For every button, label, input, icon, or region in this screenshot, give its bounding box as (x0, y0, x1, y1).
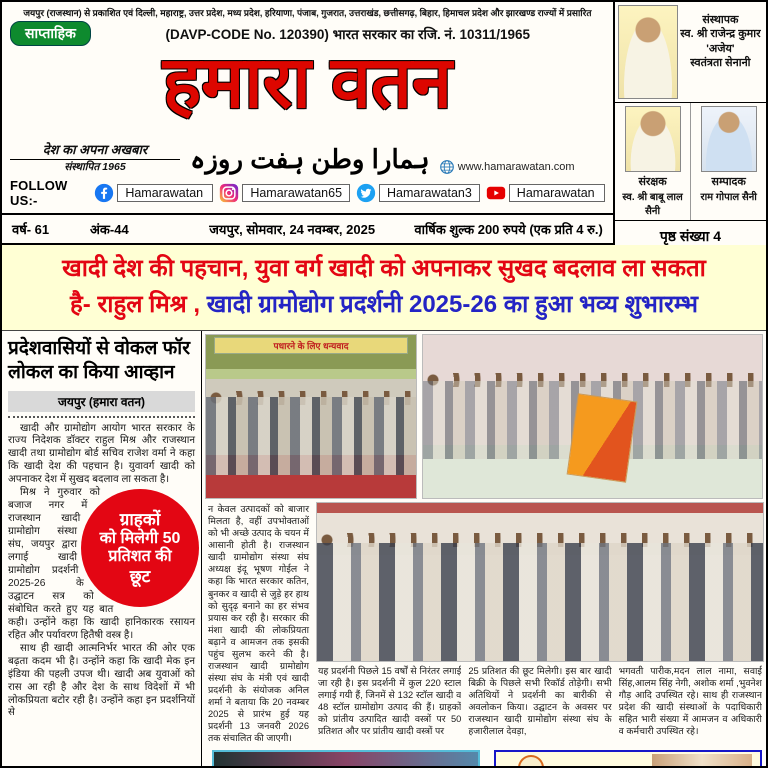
volume-year: वर्ष- 61 (12, 222, 50, 237)
website-url[interactable]: www.hamarawatan.com (457, 161, 575, 173)
instagram-handle[interactable]: Hamarawatan65 (242, 184, 350, 202)
globe-icon (440, 160, 454, 174)
patron-editor-block (615, 103, 766, 221)
facebook-icon (94, 183, 114, 203)
bottom-right-ad-box (494, 750, 762, 766)
main-headline-band (2, 245, 766, 331)
article-subhead: प्रदेशवासियों से वोकल फॉर लोकल का किया आव्हान (8, 338, 190, 383)
editor-portrait (701, 106, 757, 172)
badge-row (2, 20, 613, 47)
column1-text (8, 423, 195, 721)
facebook-handle[interactable]: Hamarawatan (117, 184, 213, 202)
column1-paragraph-3: साथ ही खादी आत्मनिर्भर भारत की ओर एक बढ़ता कदम भी है। उन्होंने कहा कि खादी मेक इन इंडिया की पहली उपज थी। खादी अब युवाओं को रास आ रही है और देश के साथ विदेशों में भी लोकप्रियता बटोर रही है। उन्होंने कहा इन प्रदर्शनियों से (8, 642, 195, 719)
youtube-handle-box[interactable] (486, 183, 605, 203)
dotted-divider (8, 416, 195, 418)
publication-date: जयपुर, सोमवार, 24 नवम्बर, 2025 (209, 222, 376, 237)
lead-column (2, 331, 202, 766)
article-right-zone (202, 331, 766, 766)
follow-us-label: FOLLOW US:- (10, 178, 68, 208)
column2-text: न केवल उत्पादकों को बाजार मिलता है, वहीं उपभोक्ताओं को भी अच्छे उत्पाद के चयन में आसानी होती है। राजस्थान खादी ग्रामोद्योग संस्था संघ अध्यक्ष इंदू भूषण गोईल ने कहा कि भारत सरकार कतिन, बुनकर व खादी से जुड़े हर हाथ को सुदृढ़ बनाने का हर संभव प्रयास कर रही है। सरकार की मंशा खादी की लोकप्रियता बढ़ाने व आमजन तक इसकी पहुंच सुलभ करने की है। राजस्थान खादी ग्रामोद्योग संस्था संघ के मंत्री एवं खादी प्रदर्शनी के संयोजक अनिल शर्मा ने बताया कि 20 नवम्बर 2025 से प्रारंभ हुई यह प्रदर्शनी 13 जनवरी 2026 तक संचालित की जाएगी। (208, 504, 309, 744)
founders-panel (613, 2, 766, 245)
bottom-box-photo (652, 754, 752, 766)
editor-cell (690, 103, 766, 220)
founder-portrait (618, 5, 678, 99)
crowd-decoration (317, 543, 763, 661)
bottom-cropped-boxes (202, 750, 766, 766)
founder-text (678, 5, 763, 99)
patron-label: संरक्षक (638, 176, 667, 188)
headline-line2-event: खादी ग्रामोद्योग प्रदर्शनी 2025-26 का हुआ भव्य शुभारम्भ (206, 291, 698, 318)
khadi-logo-circle (518, 755, 544, 766)
discount-highlight-circle (81, 489, 199, 607)
editor-name: राम गोपाल सैनी (700, 192, 757, 203)
tagline-row (2, 130, 613, 174)
twitter-handle[interactable]: Hamarawatan3 (379, 184, 480, 202)
discount-circle-line2: को मिलेगी 50 (99, 529, 181, 547)
instagram-icon (219, 183, 239, 203)
patron-portrait (625, 106, 681, 172)
header-left (2, 2, 613, 245)
column5-text: भगवती पारीक,मदन लाल नामा, सवाई सिंह,आलम सिंह नेगी, अशोक शर्मा ,भुवनेश गौड़ आदि उपस्थित रहे। साथ ही राजस्थान प्रदेश की खादी संस्थाओं के पदाधिकारी सहित भारी संख्या में आमजन व अधिकारी व कर्मचारी उपस्थित रहे। (618, 666, 762, 737)
photo-flag-unveiling (422, 334, 763, 499)
page-count: पृष्ठ संख्या 4 (659, 228, 721, 244)
tagline-block (10, 140, 180, 174)
bottom-left-photo-box (212, 750, 480, 766)
middle-zone (202, 501, 766, 750)
photo-dignitaries-group-exhibition (316, 502, 764, 662)
column4-text: 25 प्रतिशत की छूट मिलेगी। इस बार खादी बिक्री के पिछले सभी रिकॉर्ड तोड़ेगी। सभी अतिथियों ने प्रदर्शनी का बारीकी से अवलोकन किया। उद्घाटन के अवसर पर राजस्थान खादी ग्रामोद्योग संस्था संघ के हजारीलाल देवड़ा, (468, 666, 612, 737)
website-link[interactable] (440, 160, 605, 174)
top-photos-row (202, 331, 766, 501)
davp-registration-line: (DAVP-CODE No. 120390) भारत सरकार का रजि. नं. 10311/1965 (165, 26, 531, 42)
issue-number: अंक-44 (90, 222, 129, 237)
established-year: संस्थापित 1965 (64, 161, 126, 173)
editor-label: सम्पादक (711, 176, 746, 188)
article-dateline: जयपुर (हमारा वतन) (8, 391, 195, 412)
publication-states-line: जयपुर (राजस्थान) से प्रकाशित एवं दिल्ली, महाराष्ट्र, उत्तर प्रदेश, मध्य प्रदेश, हरियाणा, पंजाब, गुजरात, उत्तराखंड, छत्तीसगढ़, बिहार, हिमाचल प्रदेश और झारखण्ड राज्यों में प्रसारित (23, 8, 592, 18)
discount-circle-line4: छूट (129, 566, 151, 586)
twitter-handle-box[interactable] (356, 183, 480, 203)
column1-paragraph-1: खादी और ग्रामोद्योग आयोग भारत सरकार के राज्य निदेशक डॉक्टर राहुल मिश्र और राजस्थान खादी तथा ग्रामोद्योग बोर्ड सचिव राजेश वर्मा ने कहा कि खादी देश की पहचान है। युवावर्ग खादी को अपनाकर देश में सुखद बदलाव ला सकता है। (8, 422, 195, 486)
photo-banner-text: पधारने के लिए धन्यवाद (214, 337, 408, 354)
middle-right (314, 501, 766, 750)
founder-label: संस्थापक (702, 14, 739, 26)
tagline: देश का अपना अखबार (10, 140, 180, 160)
instagram-handle-box[interactable] (219, 183, 350, 203)
article-body (2, 331, 766, 766)
header (2, 2, 766, 245)
youtube-handle[interactable]: Hamarawatan (509, 184, 605, 202)
newspaper-title: हमारा वतन (162, 47, 452, 123)
follow-us-bar (2, 174, 613, 213)
column1-paragraph-2: मिश्र ने गुरुवार को बजाज नगर में राजस्थान खादी ग्रामोद्योग संस्था संघ, जयपुर द्वारा लगाई खादी ग्रामोद्योग प्रदर्शनी 2025-26 के उद्घाटन सत्र को संबोधित करते हुए यह बात कही। उन्होंने कहा कि खादी हानिकारक रसायन रहित और पर्यावरण हितैषी वस्त्र है। (8, 487, 195, 641)
founder-title: स्वतंत्रता सेनानी (690, 56, 751, 69)
subscription-price: वार्षिक शुल्क 200 रुपये (एक प्रति 4 रु.) (414, 222, 603, 237)
headline-line2-attribution: है- राहुल मिश्र , (70, 291, 201, 318)
founder-block (615, 2, 766, 103)
youtube-icon (486, 183, 506, 203)
discount-circle-line1: ग्राहकों (119, 510, 161, 530)
saffron-flag-decoration (567, 393, 638, 483)
bottom-text-columns (314, 663, 766, 750)
photo-inauguration-garland-group (205, 334, 417, 499)
urdu-calligraphy-title: ہمارا وطن ہفت روزہ (190, 144, 430, 174)
facebook-handle-box[interactable] (94, 183, 213, 203)
patron-cell (615, 103, 691, 220)
weekly-badge: साप्ताहिक (10, 21, 91, 46)
discount-circle-line3: प्रतिशत की (108, 548, 172, 566)
crowd-decoration (206, 397, 416, 475)
column3-text: यह प्रदर्शनी पिछले 15 वर्षों से निरंतर लगाई जा रही है। इस प्रदर्शनी में कुल 220 स्टाल लगाई गयी हैं, जिनमें से 132 स्टॉल खादी व 48 स्टॉल ग्रामोद्योग उत्पाद की हैं। ग्राहकों को प्रांतीय उत्पादित खादी वस्त्रों पर 50 प्रतिशत और पर प्रांतीय खादी वस्त्रों पर (318, 666, 462, 737)
date-line-bar (2, 213, 613, 245)
headline-line1: खादी देश की पहचान, युवा वर्ग खादी को अपनाकर सुखद बदलाव ला सकता (62, 255, 706, 282)
patron-name: स्व. श्री बाबू लाल सैनी (622, 192, 683, 217)
founder-name: स्व. श्री राजेन्द्र कुमार 'अजेय' (680, 28, 761, 55)
twitter-icon (356, 183, 376, 203)
